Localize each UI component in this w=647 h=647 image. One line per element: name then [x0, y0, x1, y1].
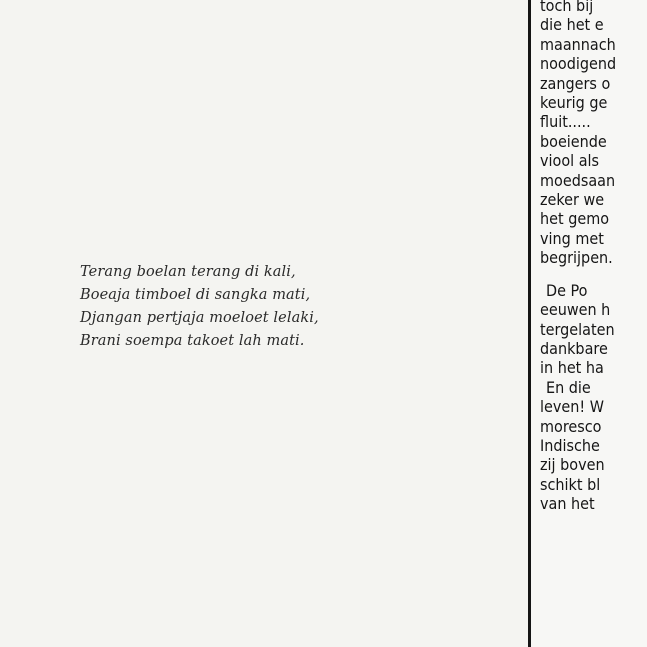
text-line: En die	[546, 377, 591, 397]
text-line: zangers o	[540, 73, 611, 93]
poem-line-1: Terang boelan terang di kali,	[80, 264, 296, 280]
column-divider-rule	[528, 0, 531, 647]
paragraph-1	[540, 0, 647, 268]
text-line: viool als	[540, 151, 600, 171]
text-line: moedsaan	[540, 170, 616, 190]
text-line: in het ha	[540, 358, 604, 378]
text-line: schikt bl	[540, 474, 601, 494]
poem-line-2: Boeaja timboel di sangka mati,	[80, 287, 311, 303]
text-line: tergelaten	[540, 319, 615, 339]
text-line: begrijpen.	[540, 248, 613, 268]
poem-stanza	[80, 261, 319, 353]
text-line: leven! W	[540, 397, 604, 417]
text-line: fluit.....	[540, 112, 591, 132]
text-line: zeker we	[540, 190, 605, 210]
article-text-column	[540, 0, 647, 514]
text-line: boeiende	[540, 131, 607, 151]
text-line: keurig ge	[540, 93, 608, 113]
paragraph-gap	[540, 268, 647, 281]
text-line: ving met	[540, 228, 604, 248]
text-line: het gemo	[540, 209, 610, 229]
paragraph-3	[540, 378, 647, 514]
text-line: zij boven	[540, 455, 605, 475]
text-line: Indische	[540, 435, 600, 455]
paragraph-2	[540, 281, 647, 378]
text-line: van het	[540, 494, 595, 514]
text-line: De Po	[546, 280, 588, 300]
text-line: dankbare	[540, 338, 608, 358]
text-line: die het e	[540, 15, 604, 35]
poem-line-3: Djangan pertjaja moeloet lelaki,	[80, 310, 319, 326]
text-line: noodigend	[540, 54, 617, 74]
text-line: moresco	[540, 416, 602, 436]
text-line: maannach	[540, 34, 616, 54]
poem-line-4: Brani soempa takoet lah mati.	[80, 333, 305, 349]
text-line: eeuwen h	[540, 300, 611, 320]
text-line: toch bij	[540, 0, 594, 15]
